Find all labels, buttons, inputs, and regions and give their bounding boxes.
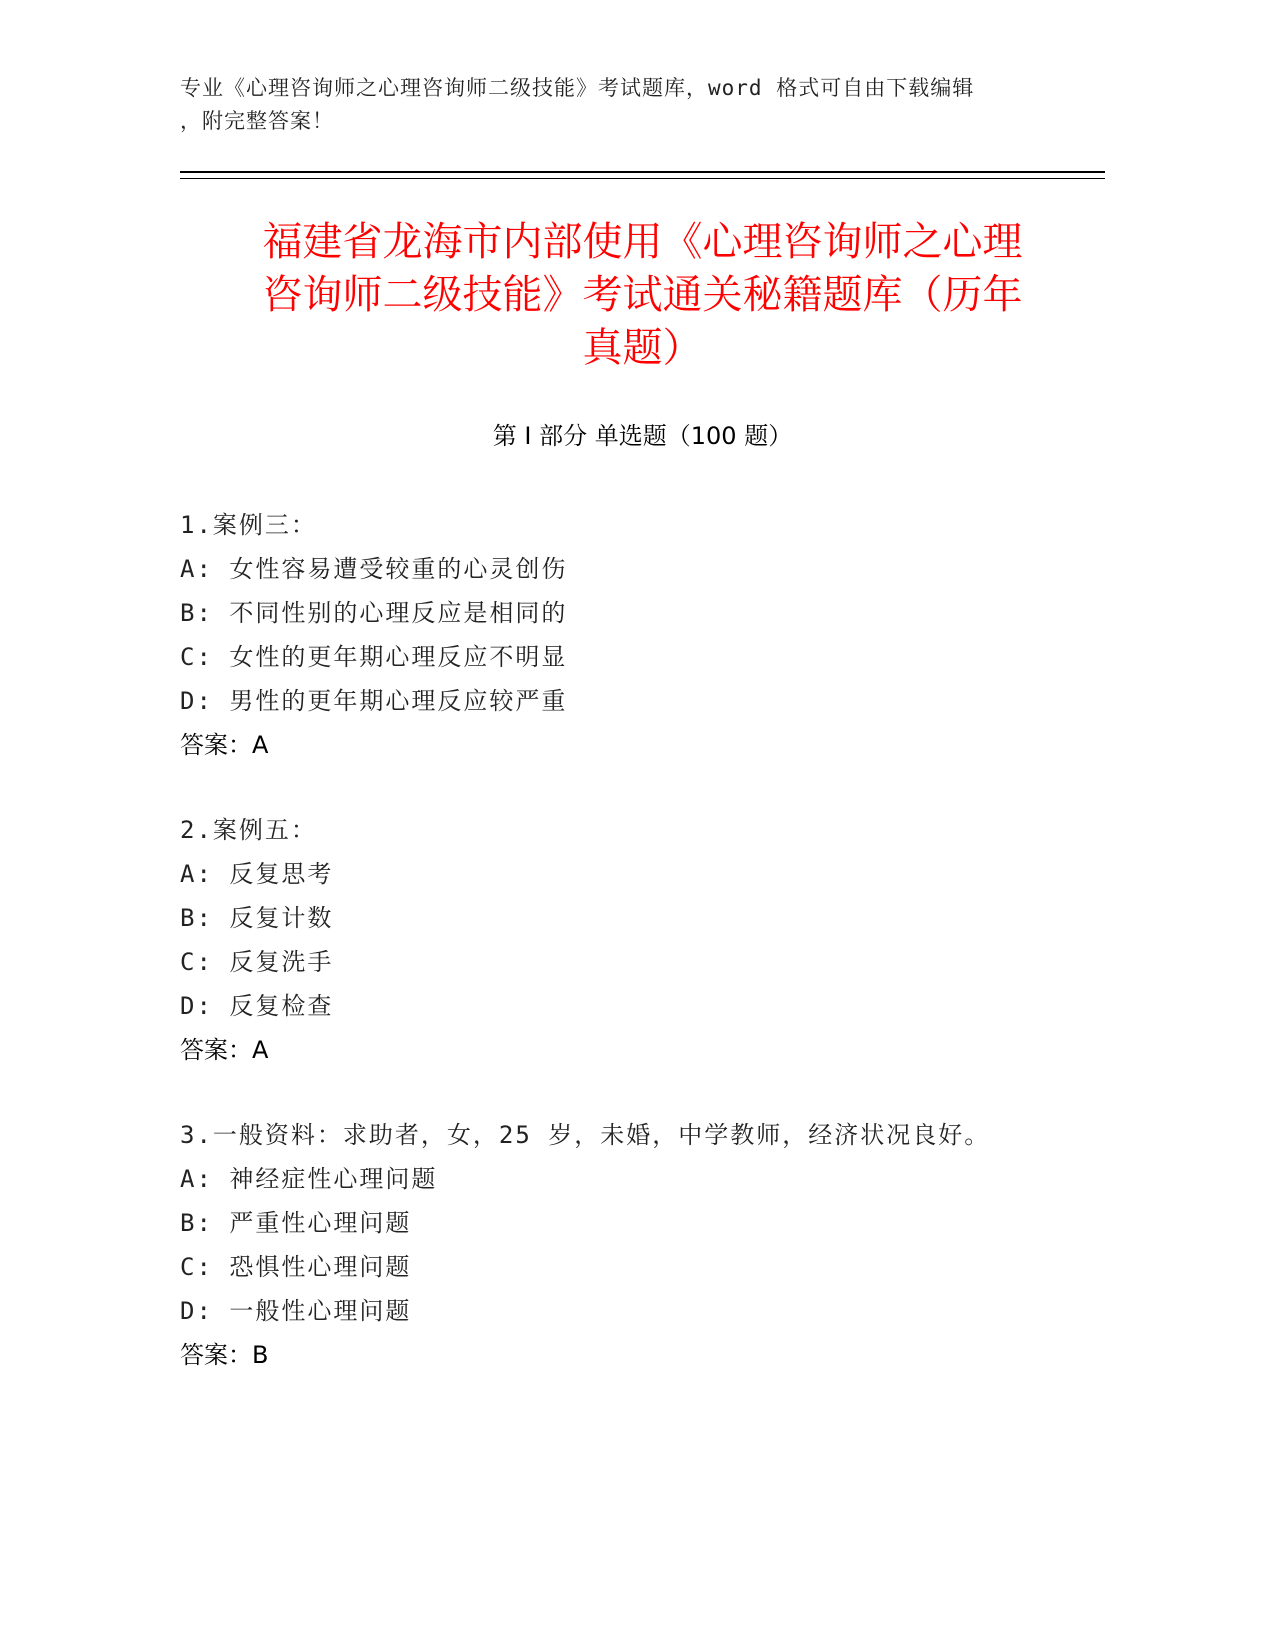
header-note-line-2: ，附完整答案！ bbox=[180, 109, 334, 133]
document-title bbox=[180, 216, 1105, 375]
option-a: A: 反复思考 bbox=[180, 860, 334, 888]
option-c: C: 女性的更年期心理反应不明显 bbox=[180, 643, 568, 671]
header-divider-thin bbox=[180, 178, 1105, 179]
answer-line: 答案：A bbox=[180, 1036, 269, 1064]
option-b: B: 不同性别的心理反应是相同的 bbox=[180, 599, 568, 627]
option-b: B: 反复计数 bbox=[180, 904, 334, 932]
answer-line: 答案：B bbox=[180, 1341, 269, 1369]
question-stem: 2.案例五： bbox=[180, 816, 317, 844]
header-note-line-1: 专业《心理咨询师之心理咨询师二级技能》考试题库，word 格式可自由下载编辑 bbox=[180, 76, 975, 100]
question-stem: 3.一般资料：求助者，女，25 岁，未婚，中学教师，经济状况良好。 bbox=[180, 1121, 991, 1149]
option-c: C: 恐惧性心理问题 bbox=[180, 1253, 412, 1281]
document-title-line-1: 福建省龙海市内部使用《心理咨询师之心理 bbox=[262, 219, 1023, 265]
header-note bbox=[180, 72, 1080, 138]
document-title-line-2: 咨询师二级技能》考试通关秘籍题库（历年 bbox=[262, 272, 1023, 318]
question-stem: 1.案例三： bbox=[180, 511, 317, 539]
option-d: D: 一般性心理问题 bbox=[180, 1297, 412, 1325]
question-2 bbox=[180, 808, 1105, 1072]
option-b: B: 严重性心理问题 bbox=[180, 1209, 412, 1237]
option-d: D: 男性的更年期心理反应较严重 bbox=[180, 687, 568, 715]
section-title: 第 I 部分 单选题（100 题） bbox=[492, 422, 793, 450]
answer-line: 答案：A bbox=[180, 731, 269, 759]
header-divider-thick bbox=[180, 171, 1105, 173]
question-1 bbox=[180, 503, 1105, 767]
option-d: D: 反复检查 bbox=[180, 992, 334, 1020]
option-a: A: 女性容易遭受较重的心灵创伤 bbox=[180, 555, 568, 583]
option-c: C: 反复洗手 bbox=[180, 948, 334, 976]
question-3 bbox=[180, 1113, 1105, 1377]
option-a: A: 神经症性心理问题 bbox=[180, 1165, 438, 1193]
document-title-line-3: 真题） bbox=[582, 325, 703, 371]
